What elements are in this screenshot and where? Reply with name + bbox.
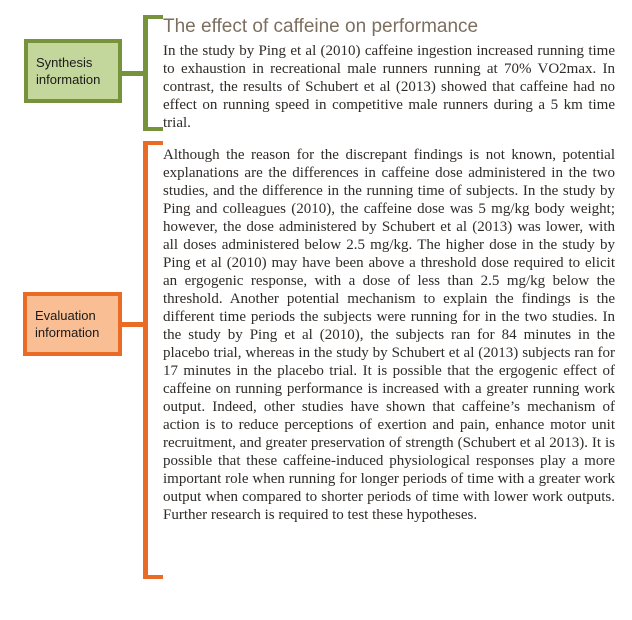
section-title: The effect of caffeine on performance <box>163 16 479 37</box>
evaluation-label-box <box>23 292 122 356</box>
evaluation-paragraph: Although the reason for the discrepant findings is not known, potential explanations are the differences in caffeine dose administered in the two studies, and the difference in the running time of subjects. In the study by Ping and colleagues (2010), the caffeine dose was 5 mg/kg body weight; however, the dose administered by Schubert et al (2013) was lower, with all doses administered below 2.5 mg/kg. The higher dose in the study by Ping et al (2010) may have been above a threshold dose required to elicit an ergogenic response, with a dose of less than 2.5 mg/kg below the threshold. Another potential mechanism to explain the findings is the different time periods the subjects were running for in the two studies. In the study by Ping et al (2010), the subjects ran for 84 minutes in the placebo trial, whereas in the study by Schubert et al (2013) subjects ran for 17 minutes in the placebo trial. It is possible that the ergogenic effect of caffeine on running performance is increased with a greater running work output. Indeed, other studies have shown that caffeine’s mechanism of action is to reduce perceptions of exertion and pain, enhance motor unit recruitment, and greater preservation of strength (Schubert et al 2013). It is possible that these caffeine-induced physiological responses play a more important role when running for longer periods of time with a greater work output when compared to shorter periods of time with lower work outputs. Further research is required to test these hypotheses. <box>163 147 615 523</box>
synthesis-paragraph: In the study by Ping et al (2010) caffeine ingestion increased running time to exhaustion in recreational male runners running at 70% VO2max. In contrast, the results of Schubert et al (2013) showed that caffeine had no effect on running speed in competitive male runners during a 5 km time trial. <box>163 43 615 131</box>
synthesis-bracket-bottom-foot <box>148 127 163 131</box>
synthesis-label: Synthesis information <box>36 54 101 87</box>
evaluation-connector-line <box>122 322 143 327</box>
synthesis-label-box <box>24 39 122 103</box>
synthesis-connector-line <box>122 71 143 76</box>
evaluation-label: Evaluation information <box>35 307 100 340</box>
synthesis-bracket <box>143 15 163 131</box>
evaluation-bracket <box>143 141 163 579</box>
evaluation-bracket-bottom-foot <box>148 575 163 579</box>
evaluation-bracket-top-foot <box>148 141 163 145</box>
synthesis-bracket-top-foot <box>148 15 163 19</box>
